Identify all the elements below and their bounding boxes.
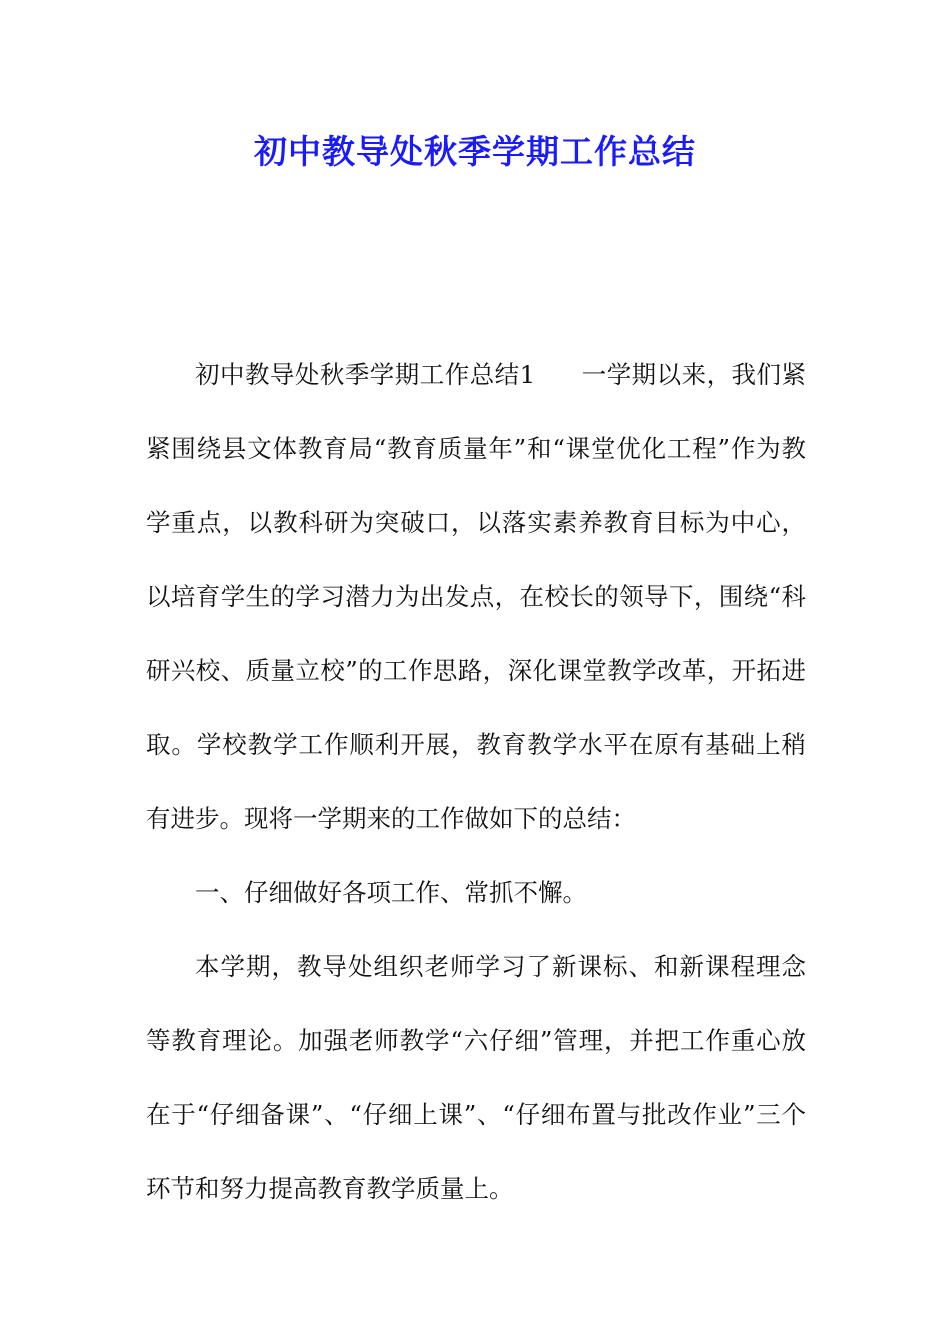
document-body — [146, 338, 806, 1226]
document-title: 初中教导处秋季学期工作总结 — [254, 132, 696, 171]
paragraph-intro — [146, 338, 806, 856]
section-heading: 初中教导处秋季学期工作总结1 — [195, 360, 536, 389]
paragraph-section-one-body: 本学期，教导处组织老师学习了新课标、和新课程理念等教育理论。加强老师教学“六仔细”管理，并把工作重心放在于“仔细备课”、“仔细上课”、“仔细布置与批改作业”三个环节和努力提高教育教学质量上。 — [146, 952, 806, 1203]
paragraph-section-one-heading: 一、仔细做好各项工作、常抓不懈。 — [195, 878, 587, 907]
paragraph-text: 一学期以来，我们紧紧围绕县文体教育局“教育质量年”和“课堂优化工程”作为教学重点，以教科研为突破口，以落实素养教育目标为中心，以培育学生的学习潜力为出发点，在校长的领导下，围绕“科研兴校、质量立校”的工作思路，深化课堂教学改革，开拓进取。学校教学工作顺利开展，教育教学水平在原有基础上稍有进步。现将一学期来的工作做如下的总结： — [146, 360, 807, 833]
